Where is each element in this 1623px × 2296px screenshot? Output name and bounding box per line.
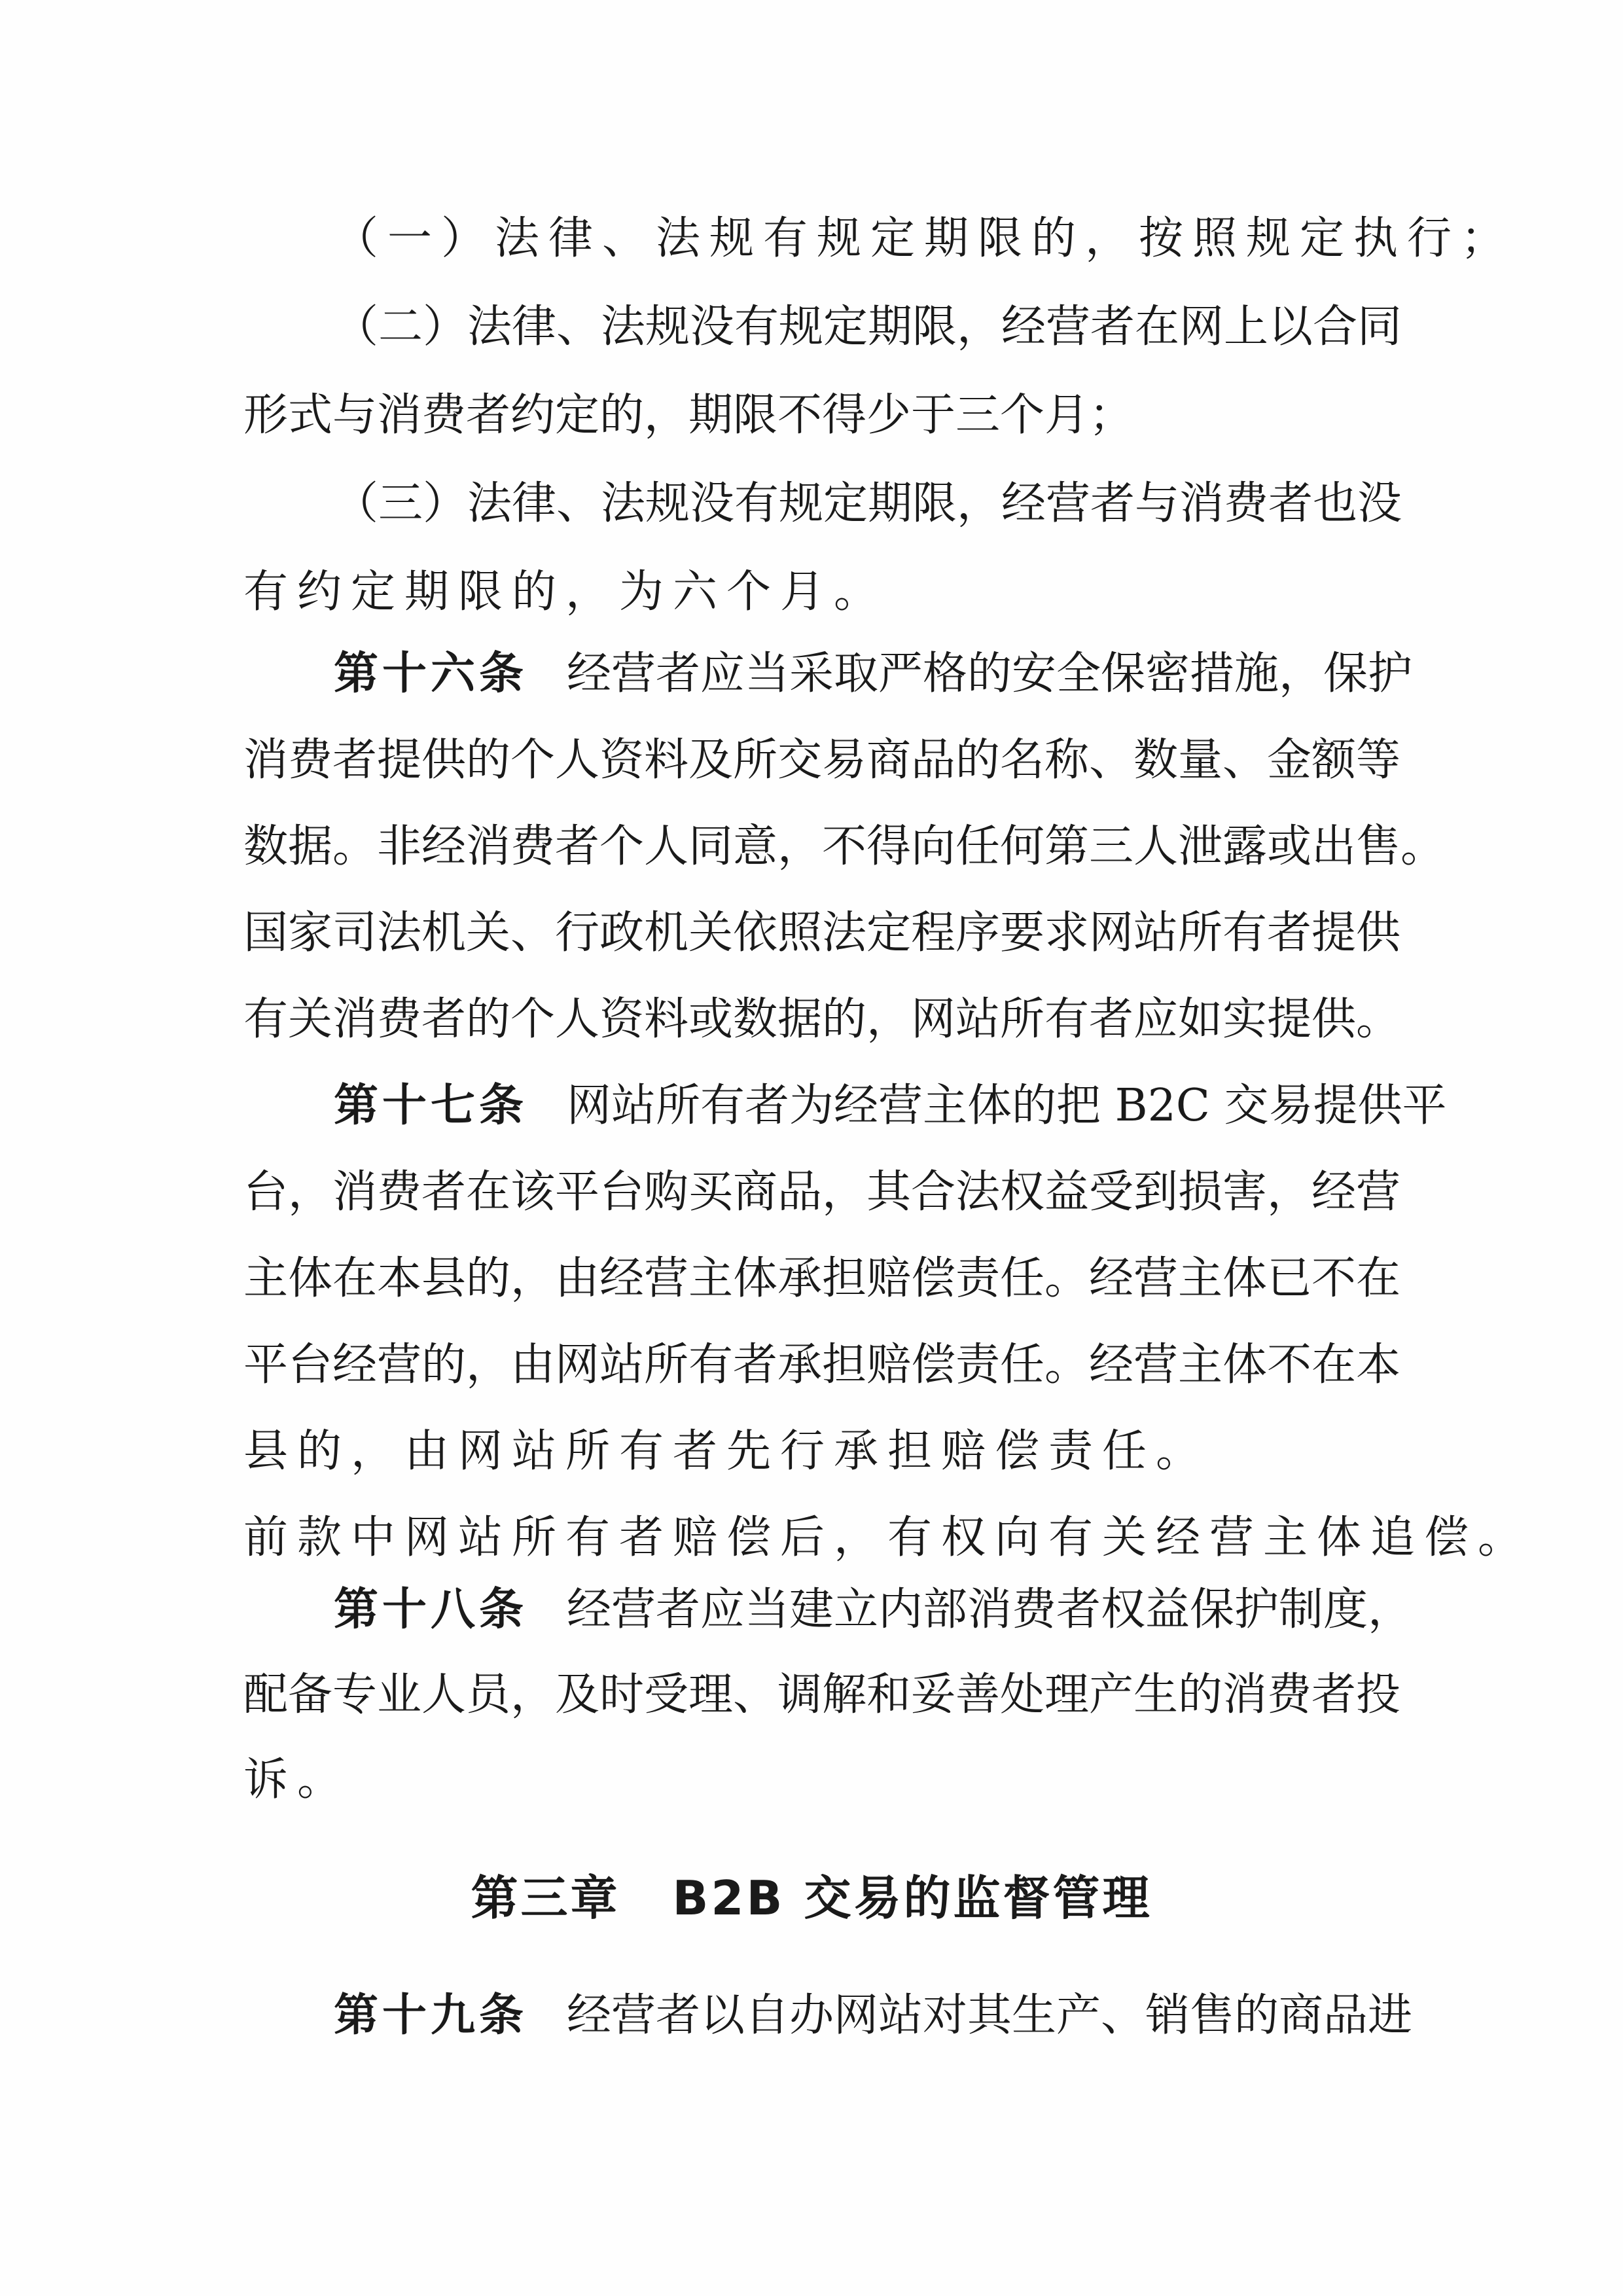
article-18-line: [334, 1577, 1413, 1643]
article-16-line: [334, 641, 1413, 707]
paragraph-line: （三）法律、法规没有规定期限，经营者与消费者也没: [334, 478, 1402, 529]
paragraph-line: （一）法律、法规有规定期限的，按照规定执行；: [334, 213, 1515, 264]
article-17-line: [334, 1073, 1447, 1139]
paragraph-line: 数据。非经消费者个人同意，不得向任何第三人泄露或出售。: [243, 821, 1446, 872]
paragraph-line: 消费者提供的个人资料及所交易商品的名称、数量、金额等: [243, 734, 1401, 786]
paragraph-line: 县的，由网站所有者先行承担赔偿责任。: [243, 1426, 1210, 1477]
paragraph-line: （二）法律、法规没有规定期限，经营者在网上以合同: [334, 301, 1402, 353]
article-text: 经营者应当采取严格的安全保密措施，保护: [567, 648, 1413, 700]
chapter-heading: [0, 1862, 1623, 1934]
paragraph-line: 有关消费者的个人资料或数据的，网站所有者应如实提供。: [243, 994, 1401, 1045]
paragraph-line: 前款中网站所有者赔偿后，有权向有关经营主体追偿。: [243, 1512, 1532, 1564]
paragraph-line: 有约定期限的，为六个月。: [243, 566, 888, 618]
paragraph-line: 配备专业人员，及时受理、调解和妥善处理产生的消费者投: [243, 1669, 1401, 1721]
article-number: 第十七条: [334, 1080, 528, 1132]
article-number: 第十六条: [334, 648, 528, 700]
article-text: 经营者应当建立内部消费者权益保护制度，: [567, 1584, 1413, 1636]
article-number: 第十九条: [334, 1990, 528, 2041]
article-text: 网站所有者为经营主体的把 B2C 交易提供平: [567, 1080, 1447, 1132]
paragraph-line: 主体在本县的，由经营主体承担赔偿责任。经营主体已不在: [243, 1253, 1401, 1304]
paragraph-line: 平台经营的，由网站所有者承担赔偿责任。经营主体不在本: [243, 1339, 1401, 1391]
article-number: 第十八条: [334, 1584, 528, 1636]
paragraph-line: 台，消费者在该平台购买商品，其合法权益受到损害，经营: [243, 1166, 1401, 1218]
article-19-line: [334, 1983, 1413, 2049]
paragraph-line: 国家司法机关、行政机关依照法定程序要求网站所有者提供: [243, 907, 1401, 959]
chapter-title: B2B 交易的监督管理: [672, 1871, 1152, 1926]
article-text: 经营者以自办网站对其生产、销售的商品进: [567, 1990, 1413, 2041]
paragraph-line: 诉。: [243, 1754, 351, 1806]
chapter-number: 第三章: [471, 1871, 620, 1926]
paragraph-line: 形式与消费者约定的，期限不得少于三个月；: [243, 389, 1134, 441]
